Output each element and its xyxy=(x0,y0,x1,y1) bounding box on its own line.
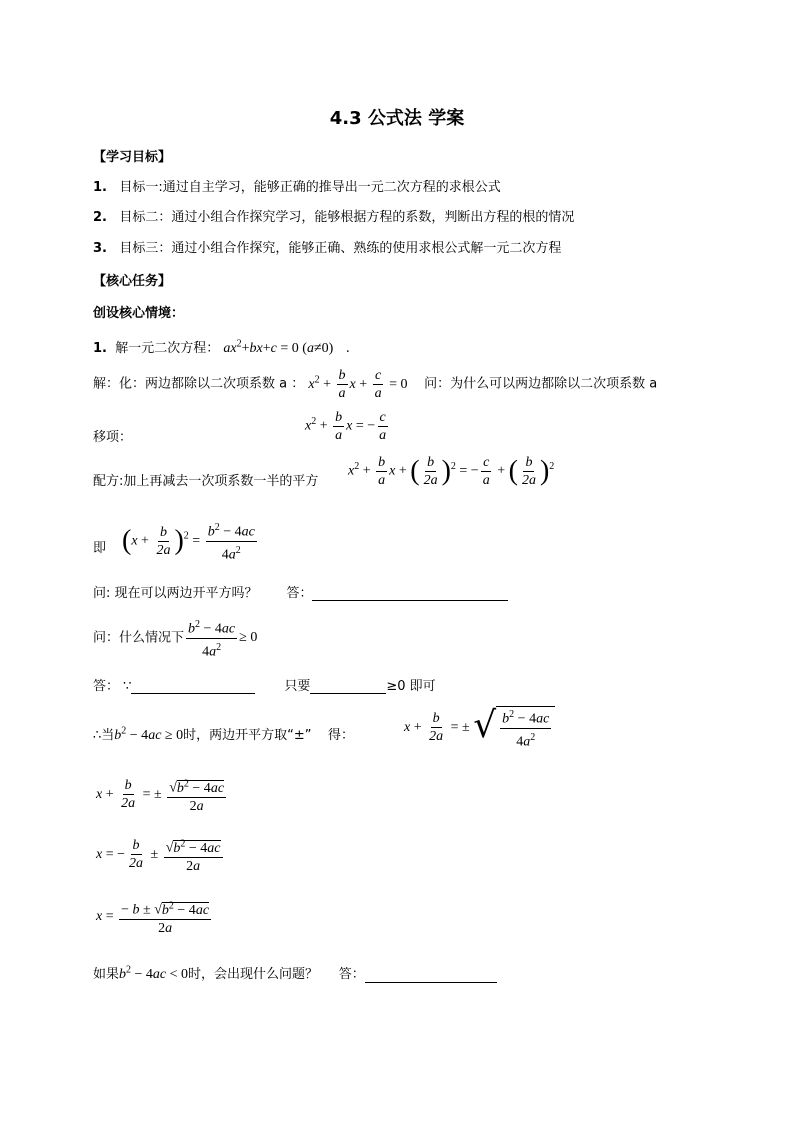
step-move-label: 移项： xyxy=(93,430,133,445)
therefore-when-text: ∴当 xyxy=(93,728,115,743)
answer-label: 答： xyxy=(286,586,313,601)
objective-number: 1. xyxy=(93,180,107,195)
question-when-text: 问：什么情况下 xyxy=(93,630,185,646)
question-sqrt xyxy=(93,582,508,601)
question-number: 1. xyxy=(93,341,107,356)
therefore-line: ∴当$b^2 - 4ac \ge 0$时，两边开平方取“±” 得： xyxy=(93,725,355,743)
answer-because xyxy=(93,675,436,694)
objective-number: 2. xyxy=(93,210,107,225)
step-complete-label: 配方:加上再减去一次项系数一半的平方 xyxy=(93,474,319,489)
therefore-rest-text: 时，两边开平方取“±” xyxy=(183,728,312,743)
equation-completed: $x^2$ + $\frac{b}{a}$ x + ( $\frac{b}{2a}$ )$^2$ = − $\frac{c}{a}$ + ( $\frac{b}{2a}$ )$^2$ xyxy=(348,455,555,488)
objective-text: 目标一:通过自主学习，能够正确的推导出一元二次方程的求根公式 xyxy=(119,180,501,195)
step-divide-label: 解：化：两边都除以二次项系数 a ： xyxy=(93,376,305,392)
objectives-heading: 【学习目标】 xyxy=(93,150,172,165)
objective-1 xyxy=(93,176,501,195)
page-title: 4.3 公式法 学案 xyxy=(329,108,465,129)
equation-divided: $x^2$ + $\frac{b}{a}$ x + $\frac{c}{a}$ = 0 xyxy=(308,368,408,401)
answer-label-2: 答： xyxy=(338,967,365,982)
step-divide xyxy=(93,368,657,401)
answer-blank-2[interactable] xyxy=(131,679,255,694)
only-need-text: 只要 xyxy=(284,679,311,694)
answer-blank-4[interactable] xyxy=(365,968,497,983)
answer-blank-3[interactable] xyxy=(310,679,386,694)
objective-number: 3. xyxy=(93,241,107,256)
question-text: 解一元二次方程： xyxy=(115,341,220,356)
core-task-heading: 【核心任务】 xyxy=(93,274,172,289)
objective-text: 目标二：通过小组合作探究学习，能够根据方程的系数，判断出方程的根的情况 xyxy=(119,210,575,225)
equation-quadratic-formula: x = $\frac{- b \pm √b^2 - 4ac}{2a}$ xyxy=(96,900,210,936)
objective-2 xyxy=(93,206,574,225)
if-label: 如果 xyxy=(93,967,120,982)
if-rest-text: 时，会出现什么问题？ xyxy=(188,967,319,982)
equation-sqrt-both: x + $\frac{b}{2a}$ = ± √ $\frac{b^2 - 4ac}{4a^2}$ xyxy=(404,706,555,749)
equation-moved: $x^2$ + $\frac{b}{a}$ x = − $\frac{c}{a}$ xyxy=(305,410,387,443)
question-1: 1. 解一元二次方程： $ax^2+bx+c = 0$ (a≠0) . xyxy=(93,338,350,356)
objective-3 xyxy=(93,237,561,256)
step-ie-label: 即 xyxy=(93,541,107,556)
suffix-ok-text: ≥0 即可 xyxy=(386,679,436,694)
get-label: 得： xyxy=(328,728,355,743)
equation-simplified-root: x + $\frac{b}{2a}$ = ± $\frac{√b^2 - 4ac}{2a}$ xyxy=(96,778,225,814)
equation-x-isolated: x = − $\frac{b}{2a}$ ± $\frac{√b^2 - 4ac}{2a}$ xyxy=(96,838,221,874)
objective-text: 目标三：通过小组合作探究，能够正确、熟练的使用求根公式解一元二次方程 xyxy=(119,241,562,256)
question-when: 问：什么情况下 $\frac{b^2 - 4ac}{4a^2}$ ≥ 0 xyxy=(93,619,258,660)
question-negative: 如果$b^2 - 4ac < 0$时，会出现什么问题？ 答： xyxy=(93,963,497,983)
equation-general: $ax^2+bx+c = 0$ (a≠0) xyxy=(223,338,334,356)
answer-because-text: 答： ∵ xyxy=(93,679,132,694)
equation-square-form: (x + $\frac{b}{2a}$ )$^2$ = $\frac{b^2 - 4ac}{4a^2}$ xyxy=(122,522,255,563)
question-sqrt-text: 问: 现在可以两边开平方吗？ xyxy=(93,586,258,601)
answer-blank-1[interactable] xyxy=(312,586,508,601)
scenario-heading: 创设核心情境： xyxy=(93,306,185,321)
question-divide: 问：为什么可以两边都除以二次项系数 a xyxy=(424,376,658,392)
